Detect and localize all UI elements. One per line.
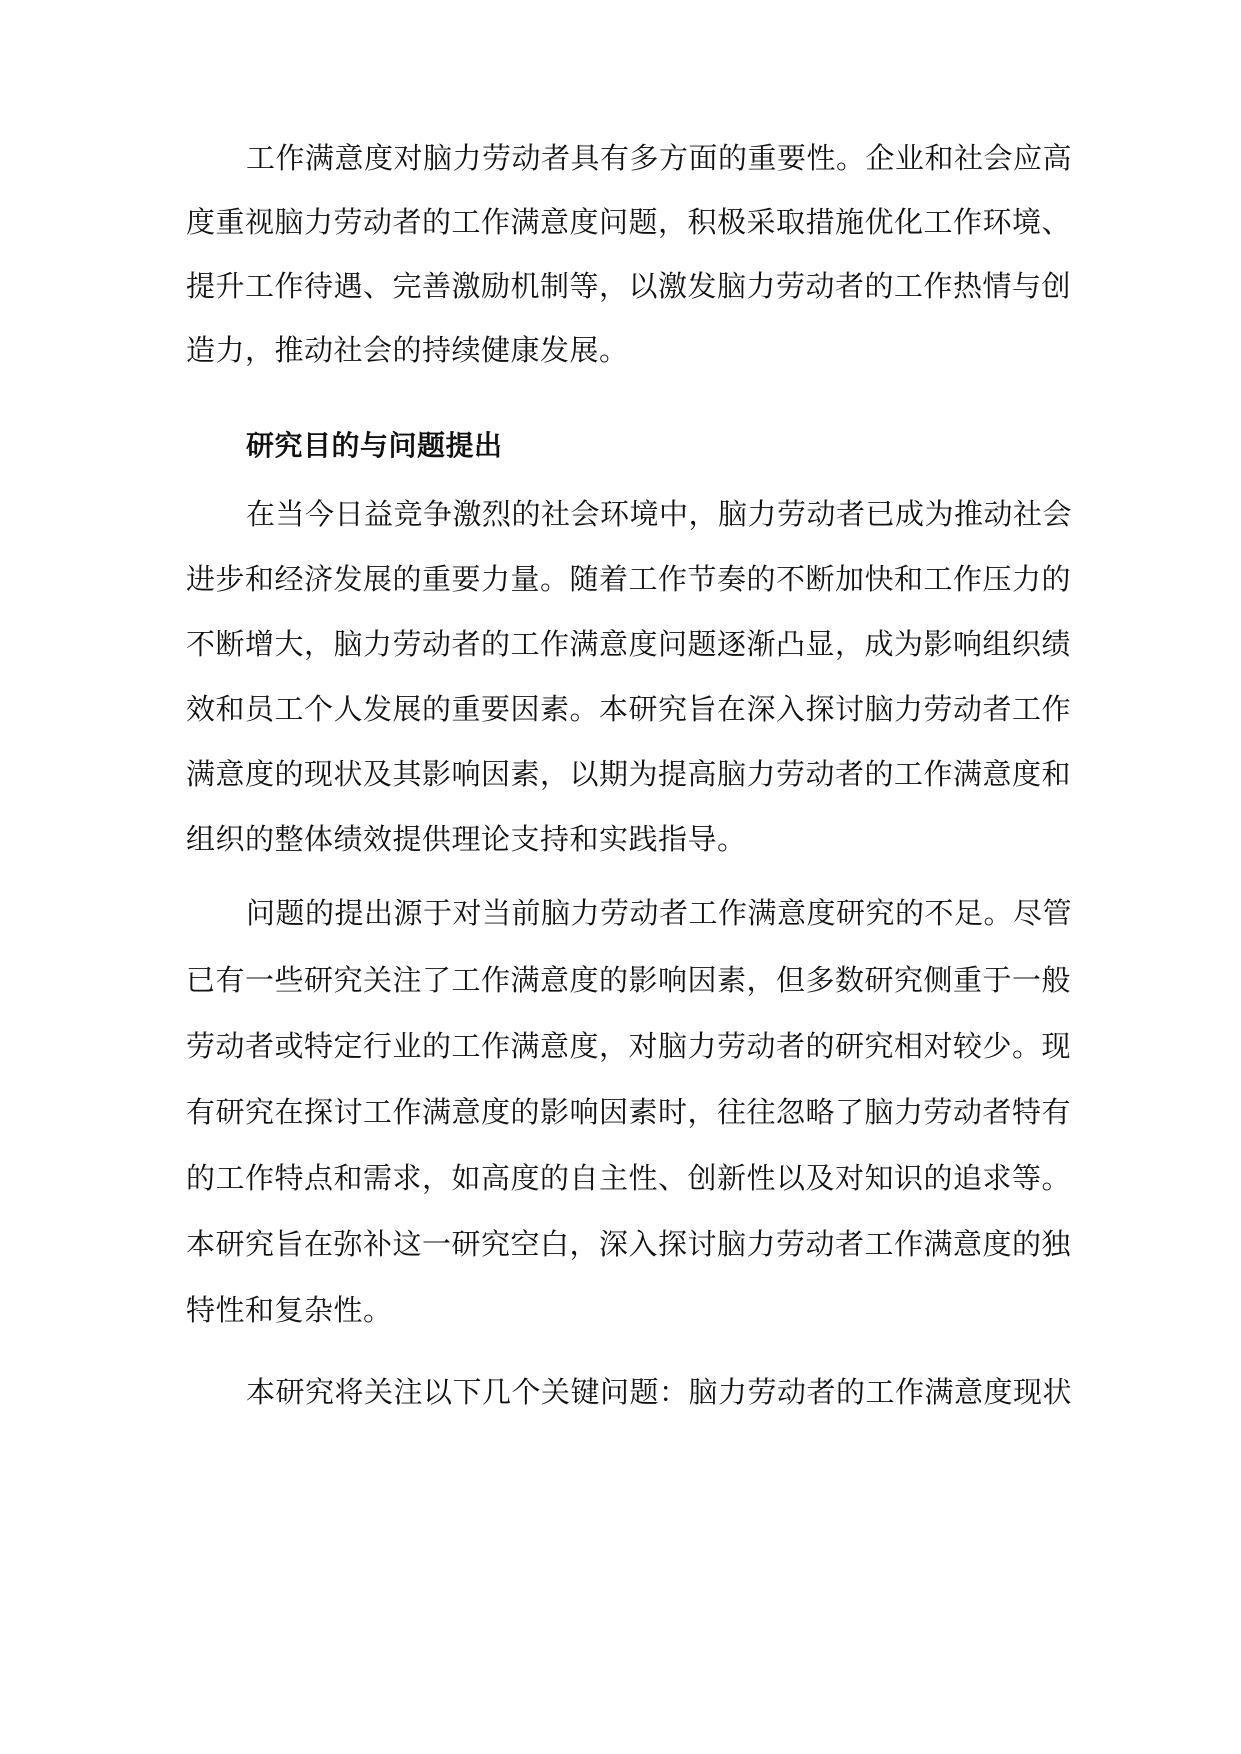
paragraph-2-line-3: 不断增大，脑力劳动者的工作满意度问题逐渐凸显，成为影响组织绩: [186, 627, 1072, 661]
paragraph-1-line-2: 度重视脑力劳动者的工作满意度问题，积极采取措施优化工作环境、: [186, 205, 1072, 239]
paragraph-1-line-1: 工作满意度对脑力劳动者具有多方面的重要性。企业和社会应高: [246, 141, 1073, 175]
paragraph-1-line-4: 造力，推动社会的持续健康发展。: [186, 333, 629, 367]
section-heading: 研究目的与问题提出: [246, 429, 503, 462]
paragraph-3-line-7: 特性和复杂性。: [186, 1293, 393, 1327]
paragraph-2-line-4: 效和员工个人发展的重要因素。本研究旨在深入探讨脑力劳动者工作: [186, 692, 1072, 726]
paragraph-3-line-3: 劳动者或特定行业的工作满意度，对脑力劳动者的研究相对较少。现: [186, 1029, 1072, 1063]
paragraph-1-line-3: 提升工作待遇、完善激励机制等，以激发脑力劳动者的工作热情与创: [186, 269, 1072, 303]
paragraph-3-line-5: 的工作特点和需求，如高度的自主性、创新性以及对知识的追求等。: [186, 1161, 1072, 1195]
paragraph-3-line-4: 有研究在探讨工作满意度的影响因素时，往往忽略了脑力劳动者特有: [186, 1095, 1072, 1129]
paragraph-4-line-1: 本研究将关注以下几个关键问题：脑力劳动者的工作满意度现状: [246, 1375, 1073, 1409]
paragraph-2-line-5: 满意度的现状及其影响因素，以期为提高脑力劳动者的工作满意度和: [186, 757, 1072, 791]
paragraph-3-line-2: 已有一些研究关注了工作满意度的影响因素，但多数研究侧重于一般: [186, 963, 1072, 997]
paragraph-3-line-6: 本研究旨在弥补这一研究空白，深入探讨脑力劳动者工作满意度的独: [186, 1227, 1072, 1261]
paragraph-3-line-1: 问题的提出源于对当前脑力劳动者工作满意度研究的不足。尽管: [246, 896, 1073, 930]
paragraph-2-line-1: 在当今日益竞争激烈的社会环境中，脑力劳动者已成为推动社会: [246, 497, 1073, 531]
paragraph-2-line-2: 进步和经济发展的重要力量。随着工作节奏的不断加快和工作压力的: [186, 562, 1072, 596]
paragraph-2-line-6: 组织的整体绩效提供理论支持和实践指导。: [186, 822, 747, 856]
